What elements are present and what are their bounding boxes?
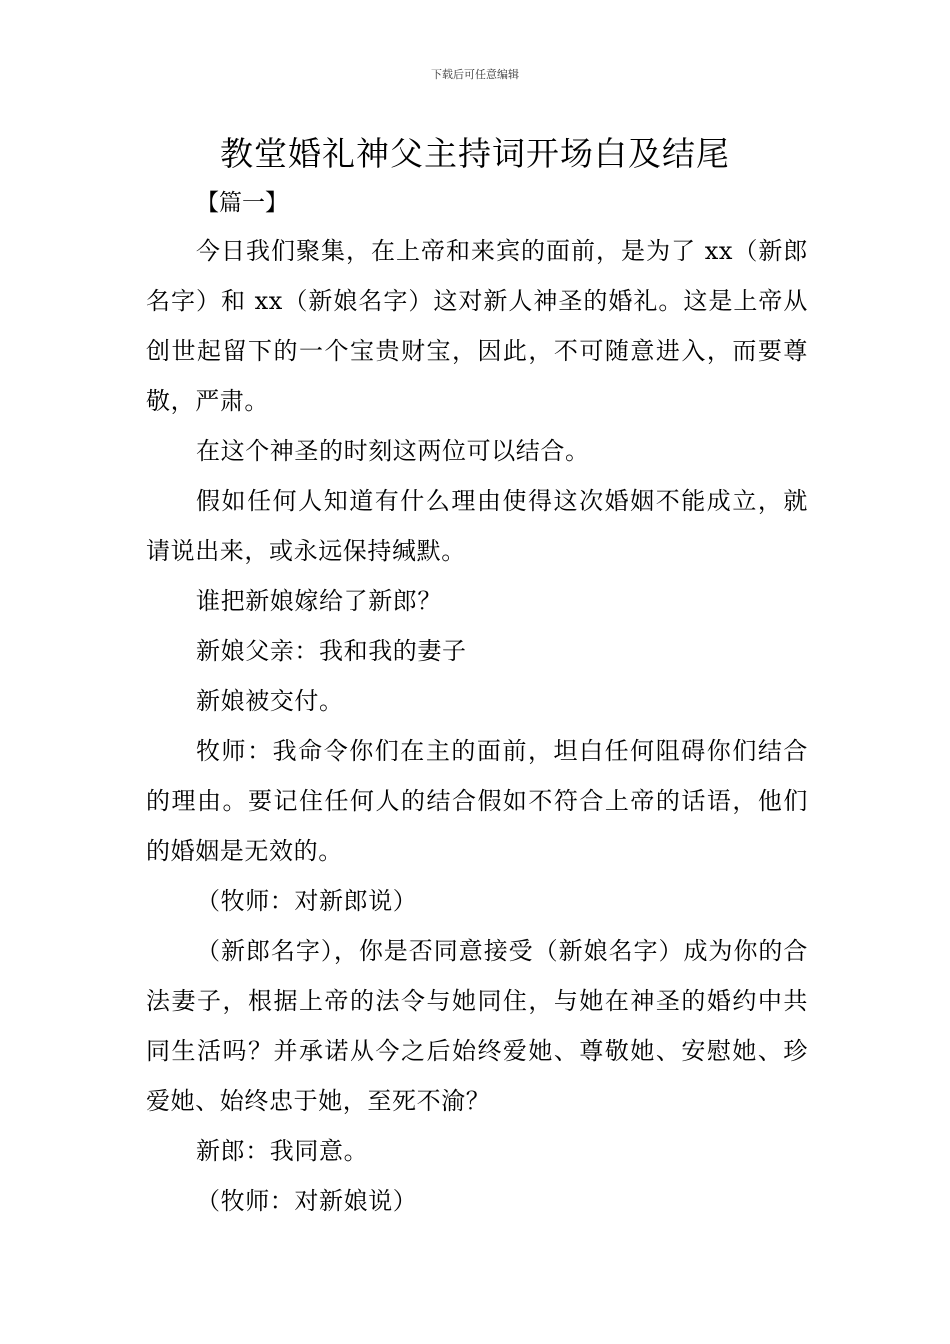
paragraph-sacred-moment: 在这个神圣的时刻这两位可以结合。 [196, 437, 590, 465]
document-body [146, 226, 808, 1226]
paragraph-bride-given: 新娘被交付。 [196, 687, 344, 715]
header-note: 下载后可任意编辑 [431, 68, 519, 81]
paragraph-to-bride: （牧师：对新娘说） [196, 1187, 418, 1215]
section-label: 【篇一】 [196, 190, 288, 216]
paragraph-who-gives: 谁把新娘嫁给了新郎？ [196, 587, 442, 615]
paragraph-opening: 今日我们聚集，在上帝和来宾的面前，是为了 xx（新郎名字）和 xx（新娘名字）这对新人神圣的婚礼。这是上帝从创世起留下的一个宝贵财宝，因此，不可随意进入，而要尊敬，严肃。 [146, 237, 808, 415]
paragraph-objection: 假如任何人知道有什么理由使得这次婚姻不能成立，就请说出来，或永远保持缄默。 [146, 487, 808, 565]
paragraph-father-reply: 新娘父亲：我和我的妻子 [196, 637, 467, 665]
paragraph-groom-vow: （新郎名字），你是否同意接受（新娘名字）成为你的合法妻子，根据上帝的法令与她同住，与她在神圣的婚约中共同生活吗？并承诺从今之后始终爱她、尊敬她、安慰她、珍爱她、始终忠于她，至死不渝？ [146, 937, 808, 1115]
document-title: 教堂婚礼神父主持词开场白及结尾 [220, 134, 730, 173]
paragraph-pastor-charge: 牧师：我命令你们在主的面前，坦白任何阻碍你们结合的理由。要记住任何人的结合假如不符合上帝的话语，他们的婚姻是无效的。 [146, 737, 808, 865]
paragraph-to-groom: （牧师：对新郎说） [196, 887, 418, 915]
paragraph-groom-reply: 新郎：我同意。 [196, 1137, 369, 1165]
